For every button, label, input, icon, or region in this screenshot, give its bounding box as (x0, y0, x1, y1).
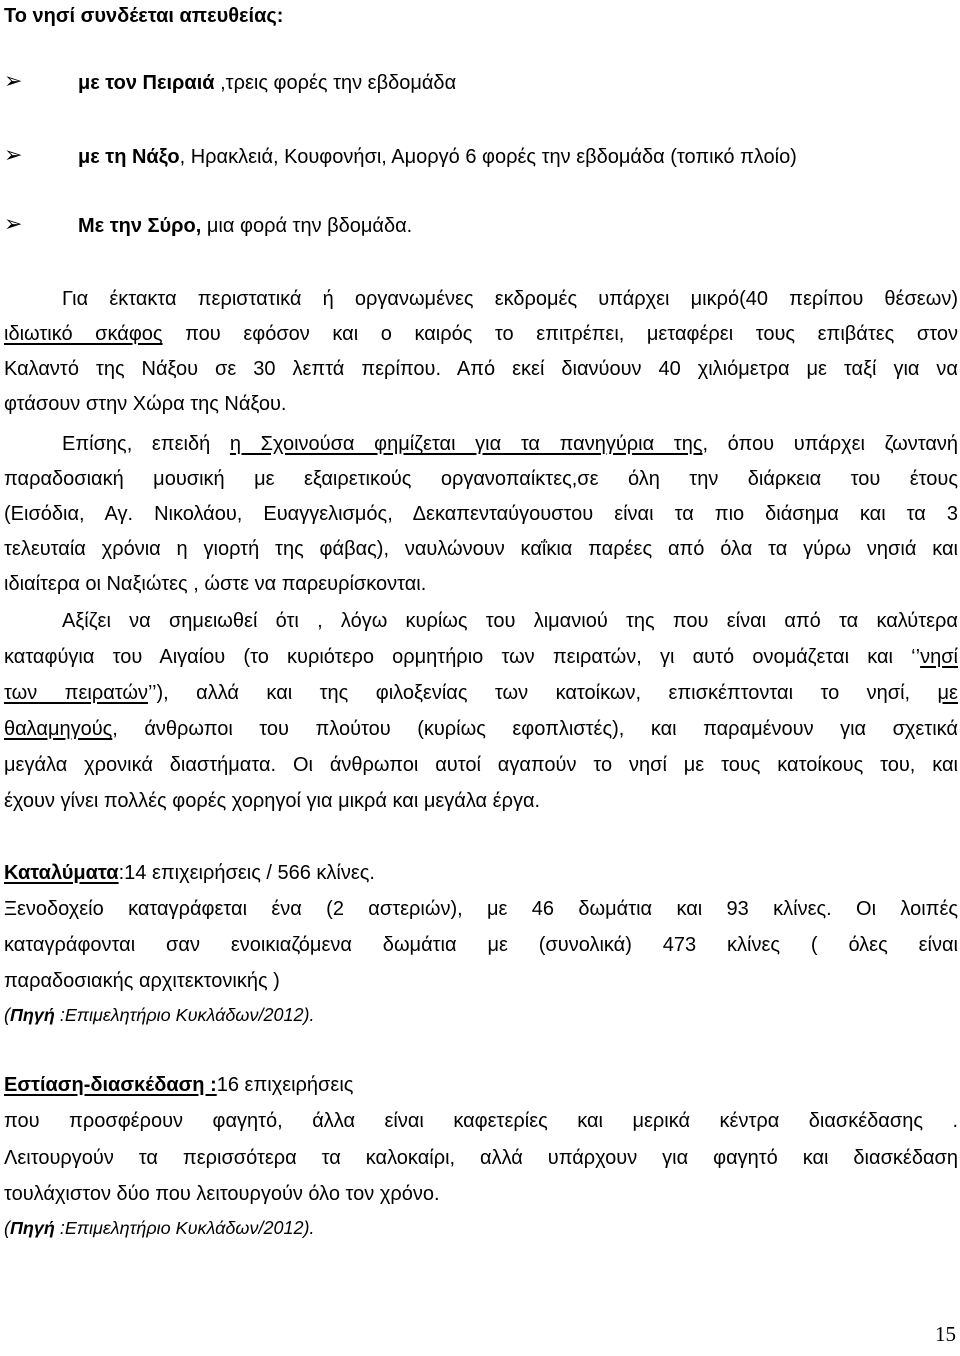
paragraph-line: Αξίζει να σημειωθεί ότι , λόγω κυρίως του λιμανιού της που είναι από τα καλύτερα (62, 610, 958, 632)
paragraph-line: ιδιωτικό σκάφος που εφόσον και ο καιρός το επιτρέπει, μεταφέρει τους επιβάτες στον (4, 323, 958, 345)
source-note: (Πηγή :Επιμελητήριο Κυκλάδων/2012). (4, 1005, 315, 1025)
paragraph-line: Επίσης, επειδή η Σχοινούσα φημίζεται για τα πανηγύρια της, όπου υπάρχει ζωντανή (62, 433, 959, 455)
paragraph-line: καταφύγια του Αιγαίου (το κυριότερο ορμητήριο των πειρατών, γι αυτό ονομάζεται και ‘’νησί (4, 646, 958, 668)
arrowhead-bullet-icon: ➢ (4, 212, 23, 237)
paragraph-line: καταγράφονται σαν ενοικιαζόμενα δωμάτια με (συνολικά) 473 κλίνες ( όλες είναι (4, 934, 958, 956)
heading: Το νησί συνδέεται απευθείας: (4, 5, 284, 27)
paragraph-line: των πειρατών’’), αλλά και της φιλοξενίας των κατοίκων, επισκέπτονται το νησί, με (4, 682, 958, 704)
paragraph-line: έχουν γίνει πολλές φορές χορηγοί για μικρά και μεγάλα έργα. (4, 790, 541, 812)
paragraph-line: που προσφέρουν φαγητό, άλλα είναι καφετερίες και μερικά κέντρα διασκέδασης . (4, 1110, 958, 1132)
page-number: 15 (935, 1322, 956, 1346)
paragraph-line: (Εισόδια, Αγ. Νικολάου, Ευαγγελισμός, Δεκαπενταύγουστου είναι τα πιο διάσημα και τα 3 (4, 503, 958, 525)
source-note: (Πηγή :Επιμελητήριο Κυκλάδων/2012). (4, 1218, 315, 1238)
paragraph-line: Ξενοδοχείο καταγράφεται ένα (2 αστεριών), με 46 δωμάτια και 93 κλίνες. Οι λοιπές (4, 898, 958, 920)
bullet-item-syros: Με την Σύρο, μια φορά την βδομάδα. (78, 215, 413, 237)
arrowhead-bullet-icon: ➢ (4, 69, 23, 94)
bullet-item-piraeus: με τον Πειραιά ,τρεις φορές την εβδομάδα (78, 72, 457, 94)
paragraph-line: θαλαμηγούς, άνθρωποι του πλούτου (κυρίως εφοπλιστές), και παραμένουν για σχετικά (4, 718, 958, 740)
paragraph-line: φτάσουν στην Χώρα της Νάξου. (4, 393, 287, 415)
paragraph-line: τελευταία χρόνια η γιορτή της φάβας), ναυλώνουν καΐκια παρέες από όλα τα γύρω νησιά και (4, 538, 958, 560)
arrowhead-bullet-icon: ➢ (4, 143, 23, 168)
dining-heading: Εστίαση-διασκέδαση :16 επιχειρήσεις (4, 1074, 354, 1096)
paragraph-line: παραδοσιακή μουσική με εξαιρετικούς οργανοπαίκτες,σε όλη την διάρκεια του έτους (4, 468, 958, 490)
paragraph-line: Λειτουργούν τα περισσότερα τα καλοκαίρι, αλλά υπάρχουν για φαγητό και διασκέδαση (4, 1147, 958, 1169)
paragraph-line: τουλάχιστον δύο που λειτουργούν όλο τον χρόνο. (4, 1183, 440, 1205)
paragraph-line: Καλαντό της Νάξου σε 30 λεπτά περίπου. Από εκεί διανύουν 40 χιλιόμετρα με ταξί για να (4, 358, 958, 380)
paragraph-line: Για έκτακτα περιστατικά ή οργανωμένες εκδρομές υπάρχει μικρό(40 περίπου θέσεων) (62, 288, 958, 310)
paragraph-line: μεγάλα χρονικά διαστήματα. Οι άνθρωποι αυτοί αγαπούν το νησί με τους κατοίκους του, και (4, 754, 958, 776)
accommodation-heading: Καταλύματα:14 επιχειρήσεις / 566 κλίνες. (4, 862, 375, 884)
paragraph-line: ιδιαίτερα οι Ναξιώτες , ώστε να παρευρίσκονται. (4, 573, 427, 595)
paragraph-line: παραδοσιακής αρχιτεκτονικής ) (4, 970, 280, 992)
bullet-item-naxos: με τη Νάξο, Ηρακλειά, Κουφονήσι, Αμοργό 6 φορές την εβδομάδα (τοπικό πλοίο) (78, 146, 797, 168)
